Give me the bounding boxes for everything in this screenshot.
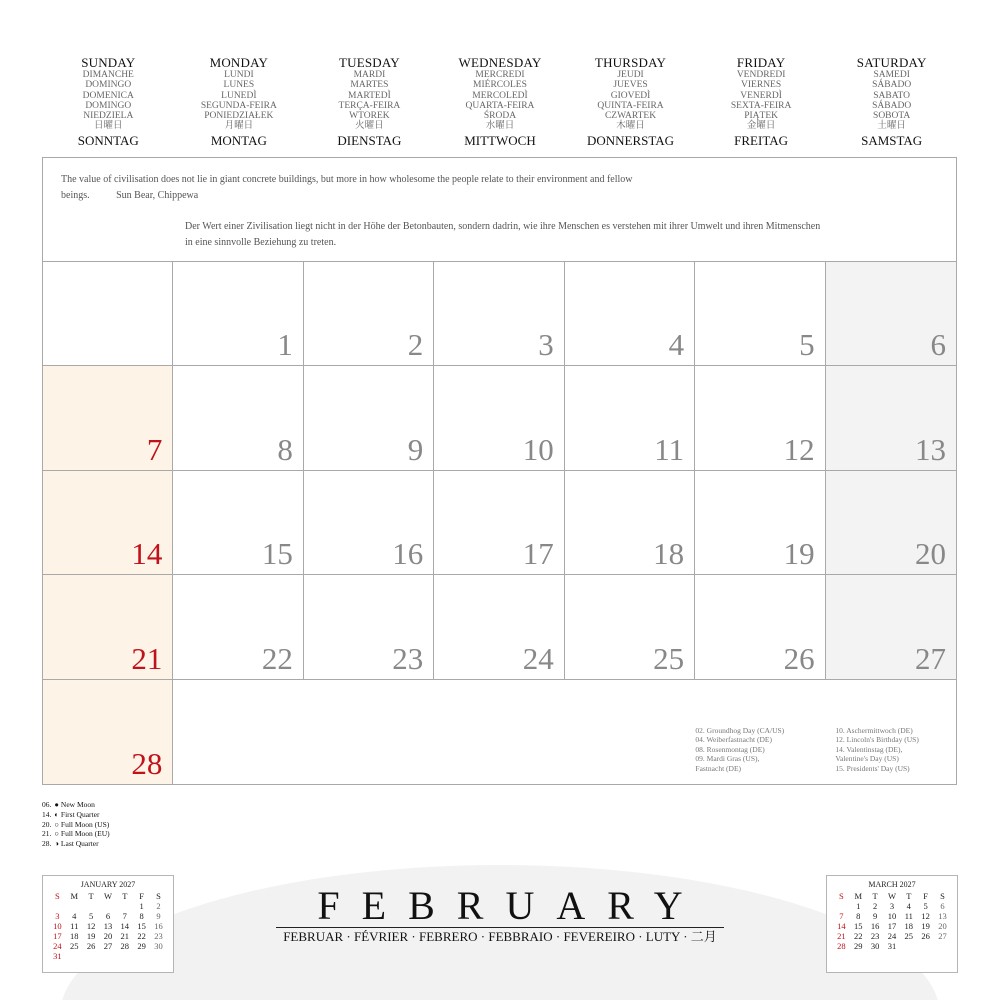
day-number: 8 <box>277 431 293 467</box>
mini-calendar-day: 24 <box>53 941 62 951</box>
day-number: 11 <box>654 431 685 467</box>
mini-calendar-day: 17 <box>53 931 62 941</box>
weekday-translation: DOMINGO <box>85 80 132 91</box>
mini-calendar-week <box>833 901 951 911</box>
weekday-english: FRIDAY <box>736 55 786 70</box>
day-cell <box>43 575 173 679</box>
mini-calendar-day: 1 <box>856 901 861 911</box>
day-number: 16 <box>392 536 424 572</box>
weekday-translation: QUARTA-FEIRA <box>465 100 535 111</box>
mini-calendar-week <box>833 911 951 921</box>
holiday-entry: 14. Valentinstag (DE), <box>835 744 903 754</box>
weekday-translation: NIEDZIELA <box>83 111 134 122</box>
mini-calendar-day <box>116 951 133 961</box>
mini-calendar-weekday: F <box>923 891 928 901</box>
holiday-column <box>835 726 955 774</box>
weekday-translation: JUEVES <box>613 80 648 91</box>
weekday-translation: VIERNES <box>741 80 782 91</box>
day-cell <box>826 366 956 470</box>
day-cell <box>565 575 695 679</box>
weekday-header-tuesday <box>304 55 435 155</box>
mini-calendar-day: 15 <box>137 921 146 931</box>
mini-calendar-day: 11 <box>70 921 79 931</box>
weekday-translation: SABATO <box>873 90 911 101</box>
day-cell <box>826 262 956 366</box>
month-title: FEBRUARY <box>317 883 705 928</box>
weekday-translation: MARTEDÌ <box>348 90 391 101</box>
holiday-entry: 15. Presidents' Day (US) <box>835 763 910 773</box>
mini-calendar-weekday: W <box>887 891 896 901</box>
mini-calendar-day: 17 <box>887 921 897 931</box>
mini-calendar-day <box>917 941 934 951</box>
mini-calendar-weekday: T <box>88 891 94 901</box>
day-cell <box>43 680 173 784</box>
holiday-entry: 08. Rosenmontag (DE) <box>695 744 765 754</box>
weekday-german: MITTWOCH <box>464 132 536 148</box>
weekday-translation: MARTES <box>350 80 389 91</box>
mini-calendar-day: 16 <box>870 921 880 931</box>
quote-author: Sun Bear, Chippewa <box>116 190 199 201</box>
mini-calendar-day: 13 <box>938 911 947 921</box>
mini-calendar-day: 19 <box>86 931 96 941</box>
day-number: 5 <box>799 327 815 363</box>
moon-phase-icon: ● <box>54 800 59 809</box>
weekday-header-friday <box>696 55 827 155</box>
weekday-translation: SAMEDI <box>873 70 910 80</box>
mini-calendar-weekday: S <box>156 891 161 901</box>
quote-german: Der Wert einer Zivilisation liegt nicht in der Höhe der Betonbauten, sondern dadrin, wie ihre Menschen es verstehen mit ihrer Umwelt und ihren Mitmenschen in eine sinnvolle Beziehung zu treten. <box>185 221 821 248</box>
day-cell <box>43 471 173 575</box>
weekday-header-monday <box>174 55 305 155</box>
weekday-translation: LUNDI <box>224 70 254 80</box>
mini-calendar-day <box>100 951 117 961</box>
mini-calendar-day: 22 <box>854 931 863 941</box>
mini-calendar-march <box>826 875 958 973</box>
mini-calendar-day: 20 <box>103 931 113 941</box>
mini-calendar-day <box>934 941 951 951</box>
day-number: 19 <box>783 536 815 572</box>
day-number: 1 <box>277 327 293 363</box>
weekday-translation: 土曜日 <box>877 121 906 132</box>
mini-calendar-day: 31 <box>53 951 62 961</box>
day-cell <box>173 575 303 679</box>
mini-calendar-day: 19 <box>921 921 930 931</box>
weekday-translation: 水曜日 <box>485 121 515 132</box>
weekday-headers <box>43 55 957 155</box>
weekday-german: SONNTAG <box>77 132 139 148</box>
mini-calendar-day: 21 <box>120 931 130 941</box>
weekday-header-thursday <box>565 55 696 155</box>
mini-calendar-day: 30 <box>154 941 163 951</box>
weekday-translation: JEUDI <box>617 70 644 80</box>
day-number: 12 <box>783 431 815 467</box>
holiday-entry: Fastnacht (DE) <box>695 763 742 773</box>
weekday-header-saturday <box>826 55 957 155</box>
day-cell <box>826 471 956 575</box>
mini-calendar-day: 22 <box>137 931 146 941</box>
mini-calendar-day: 9 <box>872 911 878 921</box>
moon-phase-date: 20. <box>42 819 52 829</box>
month-calendar <box>42 157 957 785</box>
weekday-header-wednesday <box>435 55 566 155</box>
moon-phase-date: 28. <box>42 839 52 849</box>
empty-day-cell <box>43 262 173 366</box>
mini-calendar-day: 5 <box>88 911 94 921</box>
mini-calendar-day: 4 <box>72 911 77 921</box>
day-number: 7 <box>146 431 163 467</box>
weekday-translation: 木曜日 <box>616 121 645 132</box>
weekday-translation: GIOVEDÌ <box>610 90 651 101</box>
mini-calendar-day: 7 <box>839 911 844 921</box>
weekday-english: SUNDAY <box>81 55 136 70</box>
mini-calendar-weekday: T <box>872 891 878 901</box>
mini-calendar-day <box>133 951 150 961</box>
holiday-column <box>695 726 835 774</box>
quote-english <box>61 172 661 204</box>
weekday-translation: MARDI <box>353 70 386 80</box>
moon-phase-item <box>42 839 110 849</box>
weekday-english: THURSDAY <box>594 55 667 70</box>
mini-calendar-day <box>66 901 83 911</box>
mini-calendar-day <box>83 901 100 911</box>
moon-phase-label: Full Moon (US) <box>60 819 110 829</box>
mini-calendar-weekday: M <box>70 891 79 901</box>
weekday-translation: MERCOLEDÌ <box>472 90 528 101</box>
mini-calendar-day: 21 <box>837 931 846 941</box>
mini-calendar-table <box>49 891 167 961</box>
mini-calendar-day: 8 <box>856 911 861 921</box>
moon-phase-label: First Quarter <box>60 809 100 819</box>
day-number: 25 <box>653 640 685 676</box>
mini-calendar-weekday: M <box>854 891 863 901</box>
mini-calendar-day: 1 <box>139 901 144 911</box>
mini-calendar-day: 20 <box>938 921 947 931</box>
moon-phase-date: 14. <box>42 809 52 819</box>
weekday-translation: LUNEDÌ <box>221 90 257 101</box>
moon-phase-item <box>42 820 110 830</box>
weekday-german: FREITAG <box>734 132 789 148</box>
mini-calendar-day: 3 <box>889 901 895 911</box>
day-cell <box>826 575 956 679</box>
day-cell <box>565 366 695 470</box>
mini-calendar-week <box>49 941 167 951</box>
day-cell <box>434 366 564 470</box>
mini-calendar-weekday: S <box>55 891 60 901</box>
day-number: 27 <box>915 640 946 676</box>
mini-calendar-week <box>49 951 167 961</box>
weekday-translation: LUNES <box>223 80 255 91</box>
mini-calendar-day: 11 <box>904 911 913 921</box>
day-number: 14 <box>131 536 163 572</box>
holiday-entry: 04. Weiberfastnacht (DE) <box>695 735 772 745</box>
day-number: 15 <box>261 536 293 572</box>
day-number: 26 <box>783 640 815 676</box>
mini-calendar-day: 24 <box>887 931 897 941</box>
day-number: 18 <box>653 536 685 572</box>
mini-calendar-day <box>116 901 133 911</box>
moon-phase-item <box>42 810 110 820</box>
mini-calendar-day: 12 <box>86 921 96 931</box>
holiday-list <box>695 726 955 774</box>
day-cell <box>695 366 825 470</box>
mini-calendar-day: 14 <box>837 921 846 931</box>
weekday-translation: DOMENICA <box>82 90 134 101</box>
mini-calendar-day: 6 <box>105 911 111 921</box>
mini-calendar-day: 16 <box>154 921 163 931</box>
mini-calendar-header-row <box>833 891 951 901</box>
mini-calendar-day <box>150 951 167 961</box>
mini-calendar-day: 18 <box>904 921 914 931</box>
weekday-translation: SÁBADO <box>872 80 912 91</box>
day-cell <box>565 262 695 366</box>
weekday-german: MONTAG <box>210 132 267 148</box>
mini-calendar-day: 28 <box>120 941 130 951</box>
day-number: 2 <box>407 327 424 363</box>
mini-calendar-day: 27 <box>103 941 113 951</box>
day-cell <box>565 471 695 575</box>
day-cell <box>434 575 564 679</box>
moon-phase-label: Full Moon (EU) <box>60 829 110 839</box>
weekday-translation: DIMANCHE <box>82 70 134 80</box>
moon-phase-item <box>42 800 110 810</box>
moon-phase-label: New Moon <box>60 800 95 809</box>
holiday-entry: 02. Groundhog Day (CA/US) <box>695 725 785 735</box>
month-subtitle: FEBRUAR · FÉVRIER · FEBRERO · FEBBRAIO · FEVEREIRO · LUTY · 二月 <box>283 929 717 944</box>
mini-calendar-title: JANUARY 2027 <box>80 880 136 889</box>
mini-calendar-day <box>100 901 117 911</box>
moon-phase-icon: ◐ <box>54 809 59 819</box>
mini-calendar-day: 9 <box>156 911 161 921</box>
mini-calendar-title: MARCH 2027 <box>868 880 916 889</box>
mini-calendar-day: 18 <box>70 931 79 941</box>
mini-calendar-january <box>42 875 174 973</box>
moon-phase-date: 06. <box>42 800 52 809</box>
mini-calendar-day: 10 <box>53 921 62 931</box>
moon-phase-icon: ○ <box>54 829 59 839</box>
day-number: 21 <box>131 640 163 676</box>
weekday-english: MONDAY <box>209 55 269 70</box>
day-cell <box>43 366 173 470</box>
day-number: 28 <box>131 745 163 781</box>
moon-phase-label: Last Quarter <box>60 839 99 849</box>
holiday-entry: 12. Lincoln's Birthday (US) <box>835 735 919 745</box>
mini-calendar-day: 25 <box>70 941 79 951</box>
holiday-area <box>173 680 956 784</box>
weekday-english: SATURDAY <box>856 55 927 70</box>
mini-calendar-day: 23 <box>154 931 163 941</box>
weekday-translation: SEGUNDA-FEIRA <box>200 100 277 111</box>
mini-calendar-day: 29 <box>854 941 863 951</box>
mini-calendar-day <box>900 941 917 951</box>
mini-calendar-week <box>49 901 167 911</box>
mini-calendar-day: 26 <box>86 941 96 951</box>
weekday-translation: 月曜日 <box>224 121 254 132</box>
mini-calendar-day: 23 <box>870 931 880 941</box>
mini-calendar-day: 8 <box>139 911 144 921</box>
weekday-german: DONNERSTAG <box>586 132 675 148</box>
day-cell <box>304 262 434 366</box>
mini-calendar-day: 7 <box>122 911 127 921</box>
weekday-translation: PONIEDZIAŁEK <box>204 111 274 122</box>
weekday-translation: WTOREK <box>349 111 390 122</box>
mini-calendar-day: 31 <box>887 941 897 951</box>
weekday-translation: CZWARTEK <box>604 111 657 122</box>
mini-calendar-weekday: S <box>839 891 844 901</box>
mini-calendar-day <box>49 901 66 911</box>
weekday-translation: MIÉRCOLES <box>473 80 527 91</box>
moon-phase-list <box>42 800 110 849</box>
mini-calendar-day: 12 <box>921 911 930 921</box>
weekday-german: DIENSTAG <box>337 132 402 148</box>
weekday-translation: PIĄTEK <box>744 111 778 122</box>
weekday-english: WEDNESDAY <box>458 55 542 70</box>
weekday-translation: DOMINGO <box>85 100 132 111</box>
quote-english-text: The value of civilisation does not lie in giant concrete buildings, but more in how wholesome the people relate to their environment and fellow beings. <box>61 174 633 201</box>
mini-calendar-day: 26 <box>921 931 930 941</box>
weekday-translation: VENDREDI <box>736 70 786 80</box>
mini-calendar-table <box>833 891 951 951</box>
mini-calendar-weekday: F <box>139 891 144 901</box>
day-number: 6 <box>930 327 946 363</box>
mini-calendar-week <box>833 941 951 951</box>
weekday-german: SAMSTAG <box>861 132 923 148</box>
day-cell <box>434 471 564 575</box>
mini-calendar-day: 3 <box>55 911 60 921</box>
mini-calendar-week <box>833 921 951 931</box>
mini-calendar-day <box>83 951 100 961</box>
day-cell <box>173 262 303 366</box>
mini-calendar-day: 2 <box>156 901 161 911</box>
quote-box <box>43 158 956 262</box>
weekday-translation: ŚRODA <box>483 111 517 122</box>
day-number: 23 <box>392 640 424 676</box>
mini-calendar-day: 15 <box>854 921 863 931</box>
mini-calendar-day: 10 <box>887 911 897 921</box>
mini-calendar-day: 6 <box>940 901 945 911</box>
weekday-translation: SOBOTA <box>873 111 911 122</box>
day-number: 20 <box>915 536 946 572</box>
weekday-translation: VENERDÌ <box>740 90 782 101</box>
weekday-translation: 火曜日 <box>355 121 384 132</box>
mini-calendar-day: 14 <box>120 921 130 931</box>
mini-calendar-header-row <box>49 891 167 901</box>
day-number: 4 <box>668 327 685 363</box>
mini-calendar-weekday: S <box>940 891 945 901</box>
moon-phase-item <box>42 829 110 839</box>
day-cell <box>434 262 564 366</box>
mini-calendar-week <box>49 921 167 931</box>
mini-calendar-day: 29 <box>137 941 146 951</box>
mini-calendar-day: 27 <box>938 931 947 941</box>
day-cell <box>173 471 303 575</box>
weekday-translation: QUINTA-FEIRA <box>597 100 664 111</box>
day-number: 13 <box>915 431 946 467</box>
day-number: 24 <box>522 640 554 676</box>
mini-calendar-week <box>49 911 167 921</box>
weekday-translation: TERÇA-FEIRA <box>338 100 401 111</box>
mini-calendar-day: 2 <box>872 901 878 911</box>
weekday-header-sunday <box>43 55 174 155</box>
mini-calendar-day <box>66 951 83 961</box>
day-cell <box>695 471 825 575</box>
weekday-translation: 日曜日 <box>94 121 123 132</box>
mini-calendar-weekday: W <box>103 891 112 901</box>
mini-calendar-week <box>49 931 167 941</box>
day-number: 22 <box>261 640 293 676</box>
day-number: 3 <box>538 327 554 363</box>
mini-calendar-day: 30 <box>870 941 880 951</box>
day-cell <box>695 575 825 679</box>
day-number: 9 <box>407 431 424 467</box>
day-cell <box>304 471 434 575</box>
mini-calendar-day <box>833 901 850 911</box>
mini-calendar-weekday: T <box>906 891 912 901</box>
mini-calendar-weekday: T <box>122 891 128 901</box>
moon-phase-icon: ◑ <box>54 839 59 849</box>
holiday-entry: 10. Aschermittwoch (DE) <box>835 725 913 735</box>
day-number: 10 <box>522 431 554 467</box>
moon-phase-date: 21. <box>42 829 52 839</box>
mini-calendar-week <box>833 931 951 941</box>
mini-calendar-day: 4 <box>906 901 911 911</box>
mini-calendar-day: 28 <box>837 941 846 951</box>
holiday-entry: Valentine's Day (US) <box>835 754 899 764</box>
mini-calendar-day: 25 <box>904 931 914 941</box>
month-title-rule <box>276 927 724 928</box>
day-cell <box>304 366 434 470</box>
weekday-translation: SEXTA-FEIRA <box>730 100 792 111</box>
mini-calendar-day: 5 <box>923 901 928 911</box>
weekday-english: TUESDAY <box>338 55 400 70</box>
day-cell <box>173 366 303 470</box>
weekday-translation: MERCREDI <box>475 70 525 80</box>
day-number: 17 <box>522 536 554 572</box>
day-cell <box>304 575 434 679</box>
mini-calendar-day: 13 <box>103 921 113 931</box>
weekday-translation: SÁBADO <box>872 100 912 111</box>
moon-phase-icon: ○ <box>54 819 59 829</box>
weekday-translation: 金曜日 <box>746 121 776 132</box>
holiday-entry: 09. Mardi Gras (US), <box>695 754 760 764</box>
day-cell <box>695 262 825 366</box>
day-grid <box>43 262 956 784</box>
